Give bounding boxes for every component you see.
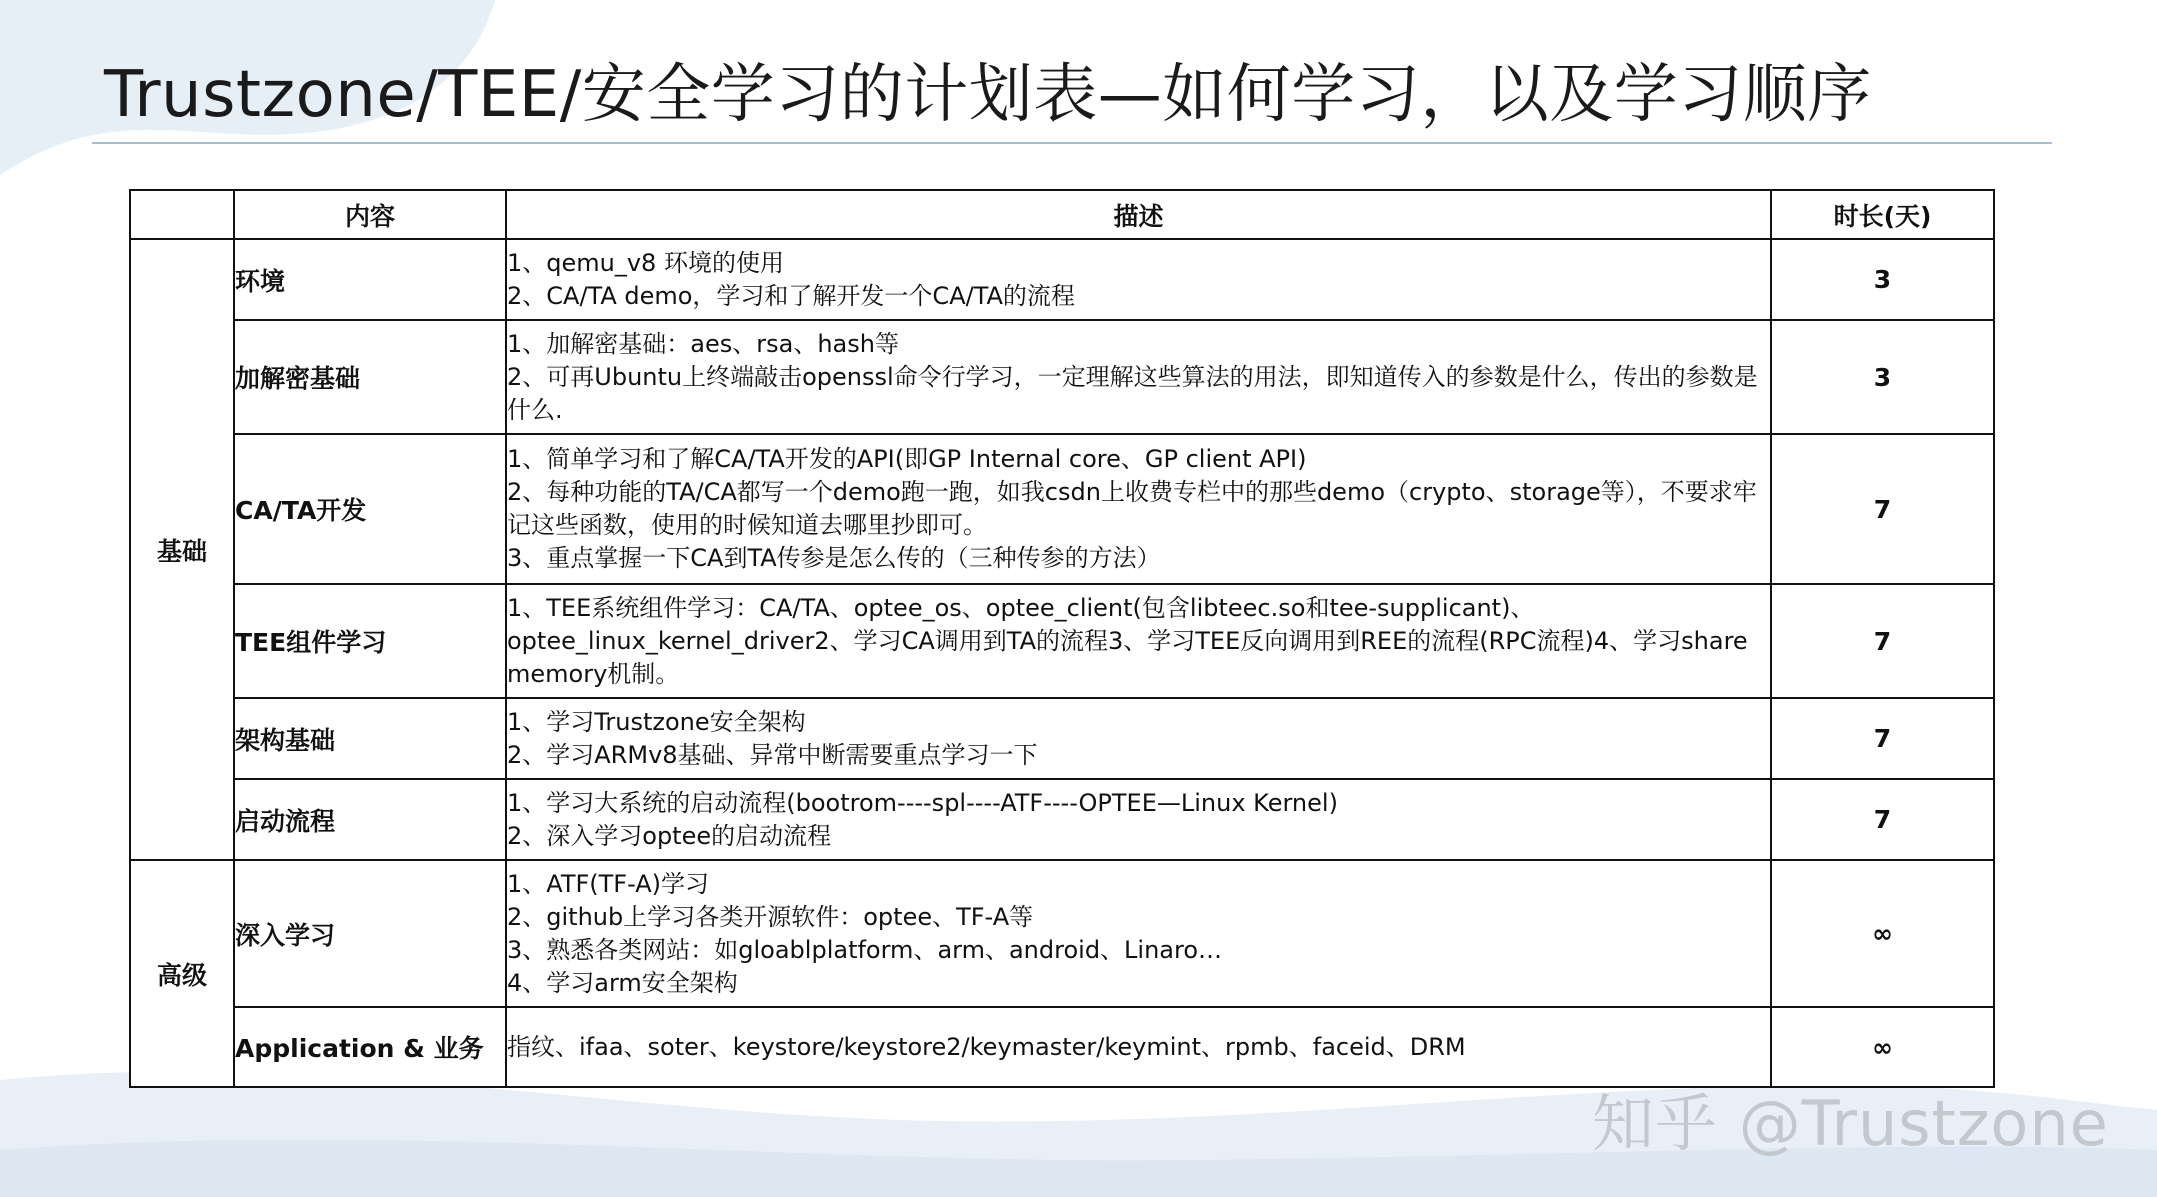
duration-cell: 7 (1771, 698, 1994, 779)
topic-cell: 启动流程 (234, 779, 506, 860)
duration-cell: 3 (1771, 239, 1994, 320)
category-advanced: 高级 (130, 860, 234, 1087)
description-line: 1、学习大系统的启动流程(bootrom----spl----ATF----OPTEE—Linux Kernel) (507, 788, 1338, 817)
description-cell (506, 698, 1771, 779)
header-duration: 时长(天) (1771, 190, 1994, 239)
watermark: 知乎 @Trustzone (1592, 1087, 2109, 1160)
description-line: 3、熟悉各类网站：如gloablplatform、arm、android、Linaro… (507, 935, 1223, 964)
table-header-row (130, 190, 1994, 239)
description-cell (506, 860, 1771, 1007)
topic-cell: 环境 (234, 239, 506, 320)
description-cell (506, 584, 1771, 698)
description-line: 1、qemu_v8 环境的使用 (507, 248, 784, 277)
topic-cell: 架构基础 (234, 698, 506, 779)
header-description: 描述 (506, 190, 1771, 239)
category-basic: 基础 (130, 239, 234, 860)
description-line: 2、深入学习optee的启动流程 (507, 821, 832, 850)
topic-cell: Application & 业务 (234, 1007, 506, 1087)
description-line: 2、每种功能的TA/CA都写一个demo跑一跑，如我csdn上收费专栏中的那些demo（crypto、storage等），不要求牢记这些函数，使用的时候知道去哪里抄即可。 (507, 478, 1757, 539)
duration-cell: 7 (1771, 584, 1994, 698)
title-divider (92, 142, 2052, 144)
table-row (130, 584, 1994, 698)
description-line: 2、github上学习各类开源软件：optee、TF-A等 (507, 902, 1034, 931)
table-row (130, 434, 1994, 584)
description-line: 1、简单学习和了解CA/TA开发的API(即GP Internal core、GP client API) (507, 445, 1307, 473)
header-category (130, 190, 234, 239)
duration-cell: 7 (1771, 779, 1994, 860)
topic-cell: 深入学习 (234, 860, 506, 1007)
page-title: Trustzone/TEE/安全学习的计划表—如何学习，以及学习顺序 (104, 58, 1872, 132)
description-line: 3、重点掌握一下CA到TA传参是怎么传的（三种传参的方法） (507, 544, 1161, 572)
description-cell (506, 434, 1771, 584)
description-cell (506, 779, 1771, 860)
table-row (130, 239, 1994, 320)
description-line: 2、CA/TA demo，学习和了解开发一个CA/TA的流程 (507, 281, 1075, 310)
duration-cell: ∞ (1771, 860, 1994, 1007)
description-line: 1、ATF(TF-A)学习 (507, 869, 710, 898)
description-line: 2、学习ARMv8基础、异常中断需要重点学习一下 (507, 740, 1038, 769)
description-line: 2、可再Ubuntu上终端敲击openssl命令行学习，一定理解这些算法的用法，即知道传入的参数是什么，传出的参数是什么. (507, 362, 1758, 424)
duration-cell: 3 (1771, 320, 1994, 434)
description-line: 1、学习Trustzone安全架构 (507, 707, 806, 736)
topic-cell: TEE组件学习 (234, 584, 506, 698)
table-row (130, 860, 1994, 1007)
duration-cell: ∞ (1771, 1007, 1994, 1087)
description-line: 1、加解密基础：aes、rsa、hash等 (507, 329, 899, 358)
description-line: 4、学习arm安全架构 (507, 968, 738, 997)
topic-cell: 加解密基础 (234, 320, 506, 434)
description-cell (506, 320, 1771, 434)
description-line: 1、TEE系统组件学习：CA/TA、optee_os、optee_client(包含libteec.so和tee-supplicant)、optee_linux_kernel_driver2、学习CA调用到TA的流程3、学习TEE反向调用到REE的流程(RPC流程)4、学习share memory机制。 (507, 593, 1748, 688)
table-row (130, 698, 1994, 779)
table-row (130, 320, 1994, 434)
study-plan-table (129, 189, 1995, 1088)
topic-cell: CA/TA开发 (234, 434, 506, 584)
description-cell (506, 1007, 1771, 1087)
table-row (130, 779, 1994, 860)
description-cell (506, 239, 1771, 320)
description-line: 指纹、ifaa、soter、keystore/keystore2/keymaster/keymint、rpmb、faceid、DRM (507, 1032, 1466, 1061)
duration-cell: 7 (1771, 434, 1994, 584)
header-content: 内容 (234, 190, 506, 239)
